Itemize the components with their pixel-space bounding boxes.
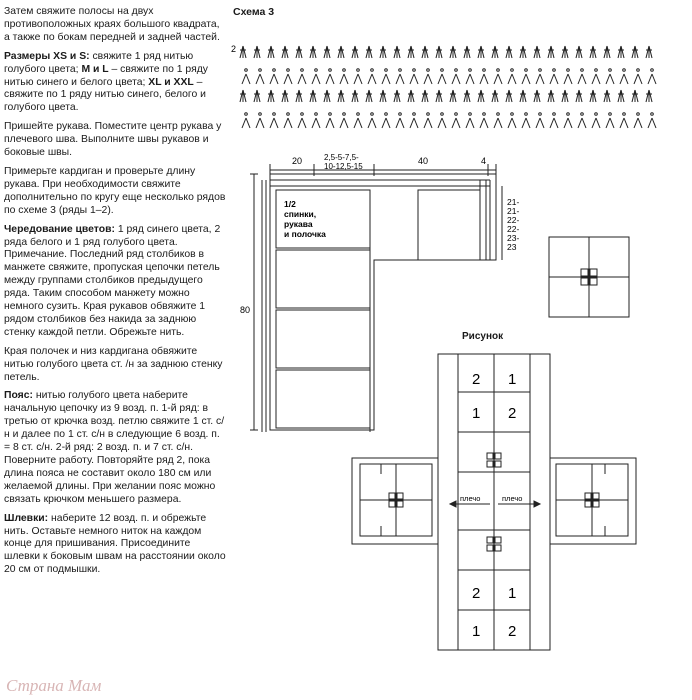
num-2c: 2 [472,585,481,602]
para-sizes: Размеры XS и S: свяжите 1 ряд нитью голубого цвета; M и L – свяжите по 1 ряду нитью синего и белого цвета; XL и XXL – свяжите по 1 ряду нитью синего, белого и голубого цвета. [4,50,208,114]
crochet-symbol-chart [231,38,661,128]
right-dims [507,197,519,252]
row-label-2: 2 [231,44,237,54]
num-2b: 2 [508,405,517,422]
svg-text:21-: 21- [507,206,520,216]
shoulder-left: плечо [460,494,481,503]
symbol-rows [240,46,656,128]
svg-text:22-: 22- [507,215,520,225]
dim-40: 40 [418,156,429,166]
shoulder-right: плечо [502,494,523,503]
svg-text:21-: 21- [507,197,520,207]
small-square-motif [548,236,630,318]
para-strips: Затем свяжите полосы на двух противоположных краях большого квадрата, а также по бокам передней и задней частей. [4,6,220,43]
num-2d: 2 [508,623,517,640]
dim-4: 4 [481,156,487,166]
piece-label [284,199,326,239]
para-belt: Пояс: нитью голубого цвета наберите начальную цепочку из 9 возд. п. 1-й ряд: в третью от крючка возд. петлю свяжите 1 ст. с/н и далее по 1 ст. с/н в следующие 6 возд. п. = 8 ст. с/н. 2-й ряд: 2 возд. п. и 7 ст. с/н. Поверните работу. Повторяйте ряд 2, пока длина пояса не составит около 180 см или желаемой длины. При желании пояс можно связать крючком меньшего размера. [4,390,225,505]
para-loops: Шлевки: наберите 12 возд. п. и обрежьте нить. Оставьте немного ниток на каждом конце для пришивания. Присоедините шлевки к боковым швам на расстоянии около 20 см от подмышки. [4,512,226,576]
dim-mid-2: 10-12,5-15 [324,162,363,171]
svg-text:22-: 22- [507,224,520,234]
svg-text:и полочка: и полочка [284,229,326,239]
svg-text:23-: 23- [507,233,520,243]
figure-title: Рисунок [462,331,504,342]
svg-text:спинки,: спинки, [284,209,317,219]
text-column [4,6,226,583]
para-colors: Чередование цветов: 1 ряд синего цвета, 2 ряда белого и 1 ряд голубого цвета. Примечание. Последний ряд столбиков в манжете свяжите, пропуская цепочки петель между группами столбиков предыдущего ряда. Таким способом манжету можно немного сузить. Края рукавов обвяжите 1 рядом столбиков без накида за заднюю стенку каждой петли. Обрежьте нить. [4,223,221,338]
watermark: Страна Мам [6,676,102,695]
para-sleeves: Пришейте рукава. Поместите центр рукава у плечевого шва. Выполните швы рукавов и боковые швы. [4,121,222,159]
para-edges: Края полочек и низ кардигана обвяжите нитью голубого цвета ст. /н за заднюю стенку петель. [4,345,223,383]
dim-mid-1: 2,5-5-7,5- [324,153,359,162]
num-1b: 1 [472,405,481,422]
para-fitting: Примерьте кардиган и проверьте длину рукава. При необходимости свяжите дополнительно по кругу еще несколько рядов по схеме 3 (ряды 1–2). [4,165,226,216]
svg-text:рукава: рукава [284,219,313,229]
num-1a: 1 [508,371,517,388]
assembly-figure [350,352,650,670]
dim-20: 20 [292,156,303,166]
num-2a: 2 [472,371,481,388]
schema-title: Схема 3 [233,6,275,18]
num-1d: 1 [472,623,481,640]
svg-text:23: 23 [507,242,517,252]
dim-80: 80 [240,305,251,315]
num-1c: 1 [508,585,517,602]
svg-text:1/2: 1/2 [284,199,296,209]
